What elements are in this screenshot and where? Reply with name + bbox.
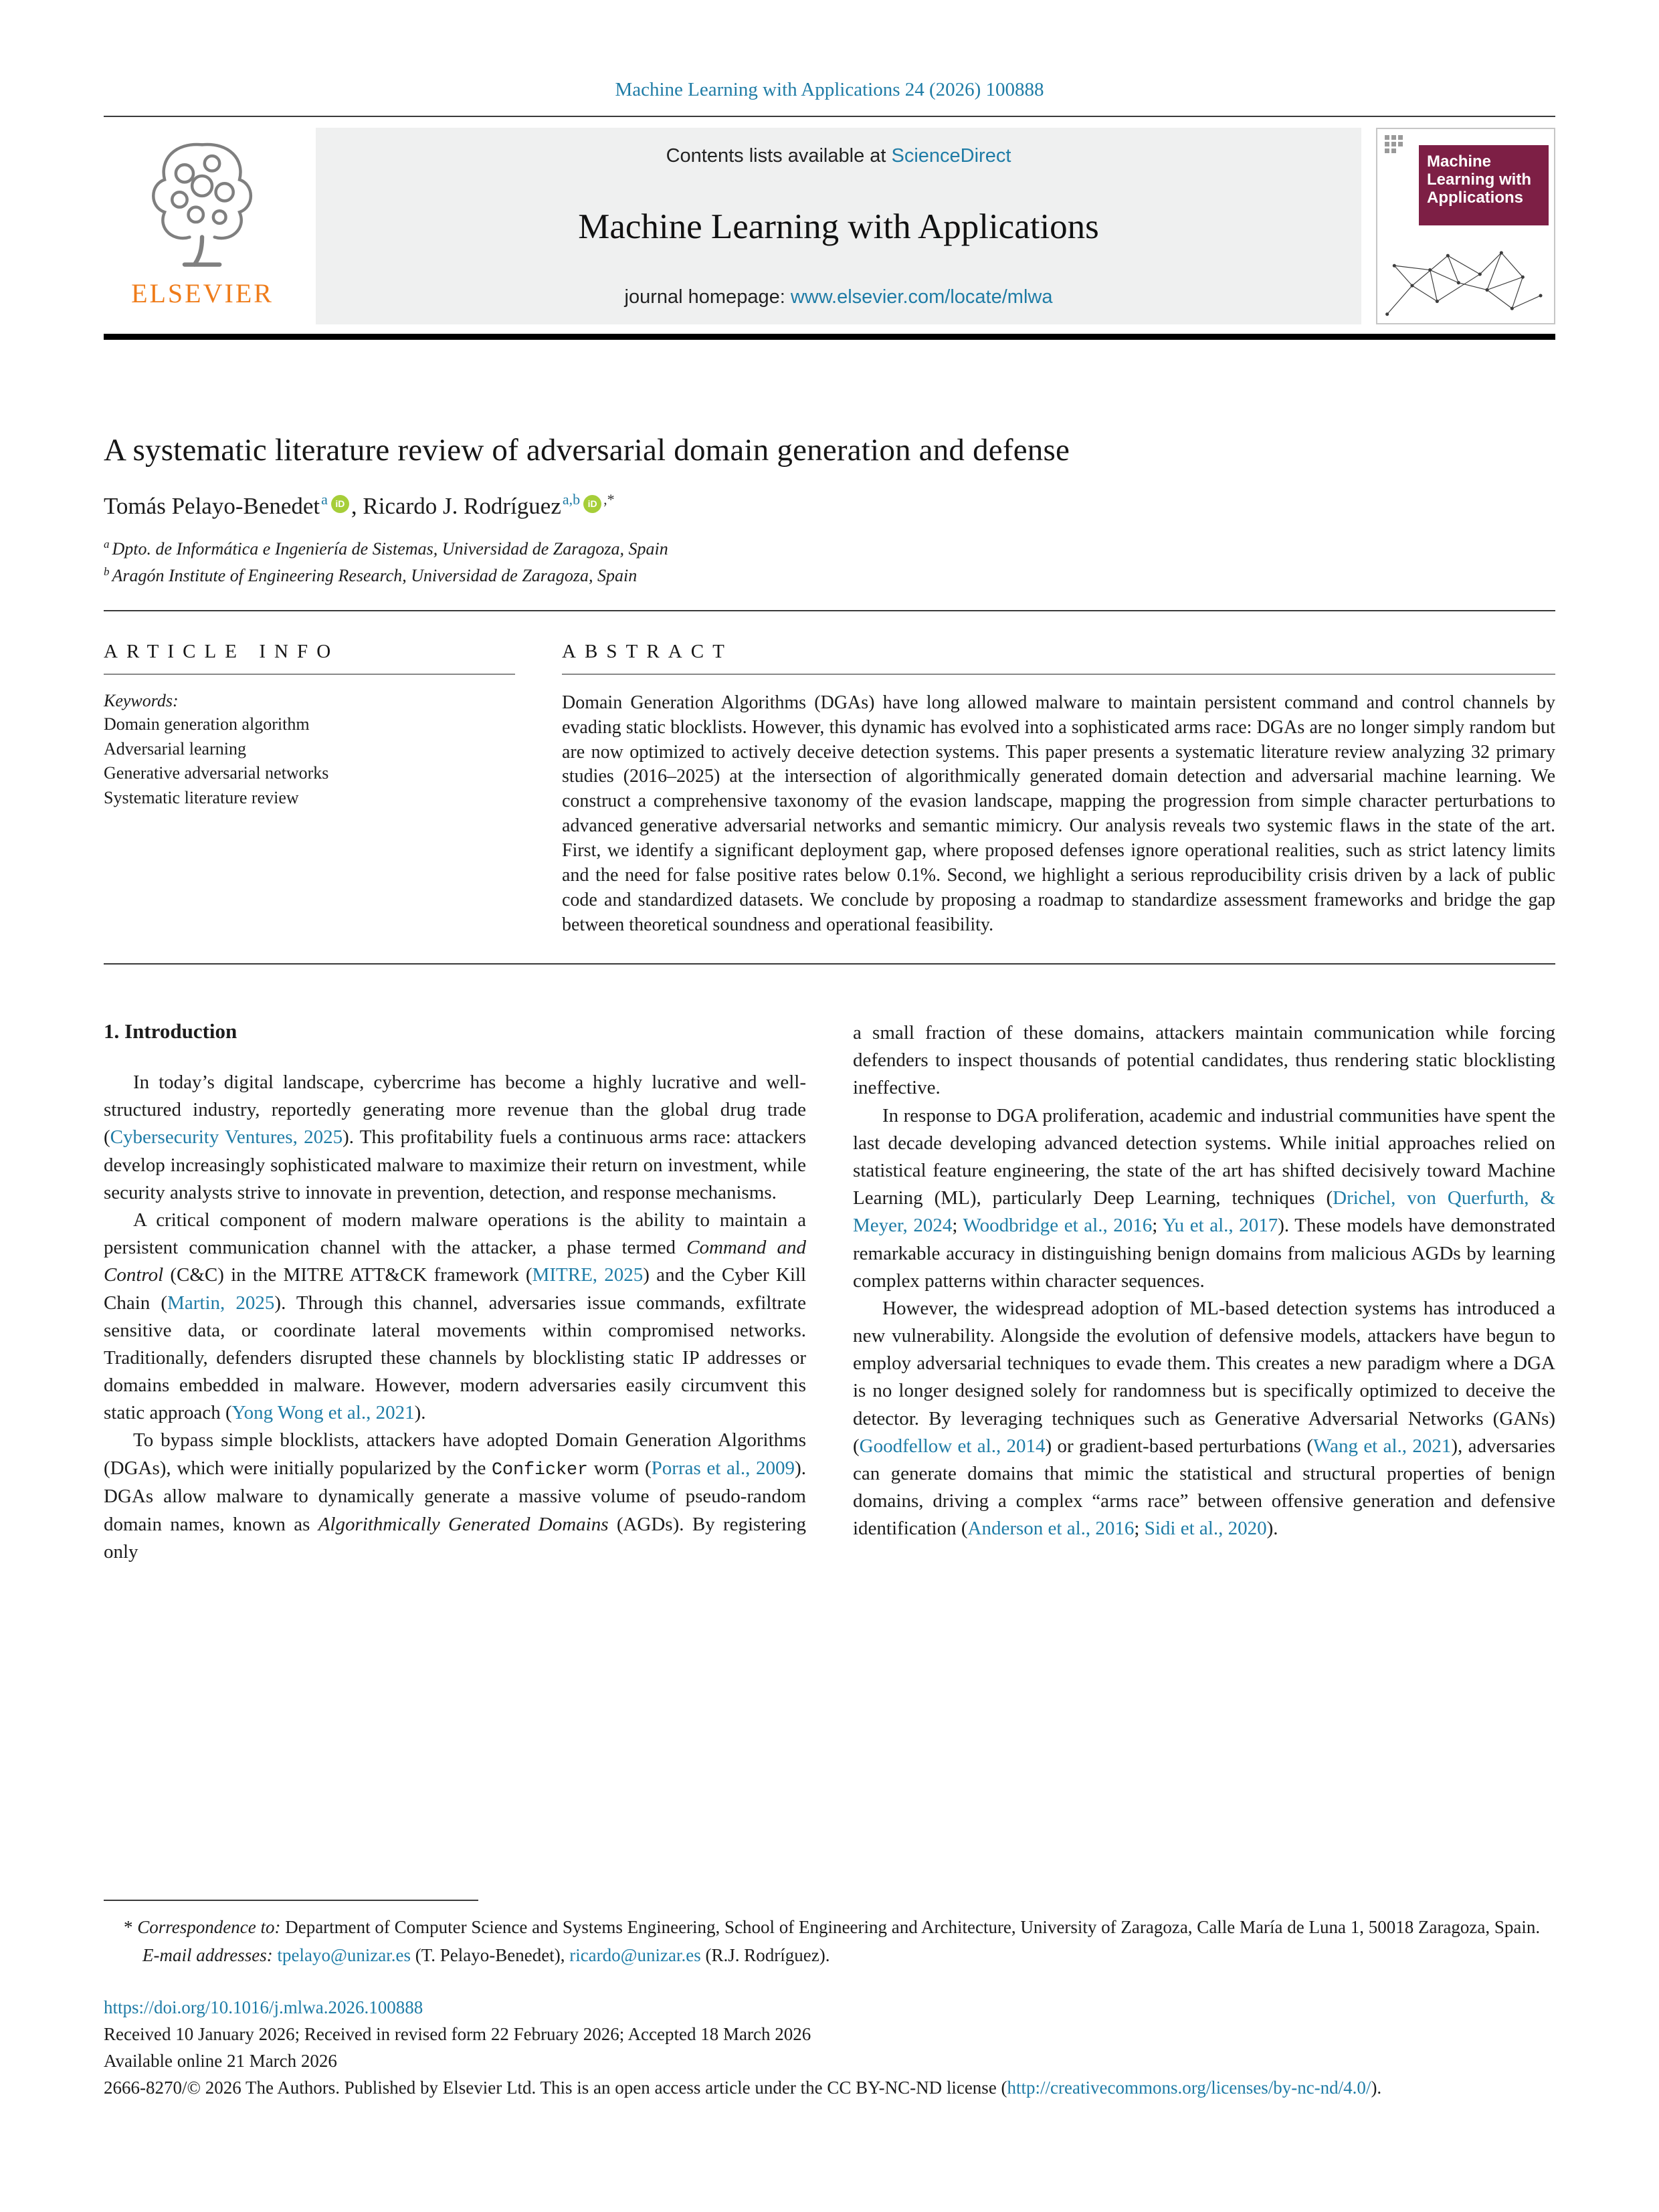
abstract-text: Domain Generation Algorithms (DGAs) have long allowed malware to maintain persistent command and control channels by evading static blocklists. However, this dynamic has evolved into a sophisticated arms race: DGAs are no longer simply random but are now optimized to actively deceive detection systems. This paper presents a systematic literature review analyzing 32 primary studies (2016–2025) at the intersection of algorithmically generated domain detection and adversarial machine learning. We construct a comprehensive taxonomy of the evasion landscape, mapping the progression from simple character perturbations to advanced generative adversarial networks and semantic mimicry. Our analysis reveals two systemic flaws in the state of the art. First, we identify a significant deployment gap, where proposed defenses ignore operational realities, such as strict latency limits and the need for false positive rates below 0.1%. Second, we highlight a serious reproducibility crisis driven by a lack of public code and standardized datasets. We conclude by proposing a roadmap to standardize assessment frameworks and bridge the gap between theoretical soundness and operational feasibility. xyxy=(562,692,1555,936)
journal-banner xyxy=(316,128,1361,324)
paragraph: In response to DGA proliferation, academic and industrial communities have spent the last decade developing advanced detection systems. While initial approaches relied on statistical feature engineering, the state of the art has shifted decisively toward Machine Learning (ML), particularly Deep Learning, techniques (Drichel, von Querfurth, & Meyer, 2024; Woodbridge et al., 2016; Yu et al., 2017). These models have demonstrated remarkable accuracy in distinguishing benign domains from malicious AGDs by learning complex patterns within character sequences. xyxy=(853,1104,1555,1292)
abstract-heading: ABSTRACT xyxy=(562,640,733,662)
inline-link[interactable]: http://creativecommons.org/licenses/by-nc-nd/4.0/ xyxy=(1007,2078,1371,2098)
journal-masthead xyxy=(104,128,1555,324)
inline-link[interactable]: Anderson et al., 2016 xyxy=(967,1518,1135,1540)
author-1-name: Tomás Pelayo-Benedet xyxy=(104,493,320,519)
author-1 xyxy=(104,493,351,519)
italic-text: Correspondence to: xyxy=(137,1917,281,1938)
inline-link[interactable]: Woodbridge et al., 2016 xyxy=(963,1215,1153,1237)
journal-title: Machine Learning with Applications xyxy=(578,207,1099,246)
paragraph: A critical component of modern malware operations is the ability to maintain a persistent communication channel with the attacker, a phase termed Command and Control (C&C) in the MITRE ATT&CK framework (MITRE, 2025) and the Cyber Kill Chain (Martin, 2025). Through this channel, adversaries issue commands, exfiltrate sensitive data, or coordinate lateral movements within compromised networks. Traditionally, defenders disrupted these channels by blocklisting static IP addresses or domains embedded in malware. However, modern adversaries easily circumvent this static approach (Yong Wong et al., 2021). xyxy=(104,1209,807,1424)
elsevier-wordmark: ELSEVIER xyxy=(131,278,274,308)
inline-link[interactable]: ricardo@unizar.es xyxy=(569,1945,701,1966)
body-left-column xyxy=(104,1019,806,1566)
cover-journal-title: Machine Learning with Applications xyxy=(1427,153,1531,207)
inline-link[interactable]: Drichel, von Querfurth, & Meyer, 2024 xyxy=(853,1187,1555,1237)
doi-link[interactable]: https://doi.org/10.1016/j.mlwa.2026.100888 xyxy=(104,1997,423,2018)
paragraph: In today’s digital landscape, cybercrime has become a highly lucrative and well-structured industry, reportedly generating more revenue than the global drug trade (Cybersecurity Ventures, 2025). This profitability fuels a continuous arms race: attackers develop increasingly sophisticated malware to maximize their return on investment, while security analysts strive to innovate in prevention, detection, and response mechanisms. xyxy=(104,1072,806,1203)
author-line xyxy=(104,491,1555,520)
journal-reference: Machine Learning with Applications 24 (2026) 100888 xyxy=(615,79,1044,100)
contents-prefix: Contents lists available at xyxy=(666,145,892,167)
abstract-column xyxy=(562,641,1555,938)
orcid-icon[interactable]: iD xyxy=(583,495,601,513)
inline-link[interactable]: tpelayo@unizar.es xyxy=(277,1945,411,1966)
available-online: Available online 21 March 2026 xyxy=(104,2051,337,2072)
corresponding-author-mark: ,* xyxy=(603,491,615,508)
keywords-label: Keywords: xyxy=(104,690,179,710)
affiliation-a-sup: a xyxy=(104,538,110,551)
inline-link[interactable]: Martin, 2025 xyxy=(167,1292,275,1314)
affiliation-b xyxy=(104,563,1555,589)
abstract-heading-rule xyxy=(562,674,1555,675)
journal-homepage-link[interactable]: www.elsevier.com/locate/mlwa xyxy=(790,286,1053,308)
journal-cover xyxy=(1376,128,1555,324)
article-body xyxy=(104,1019,1555,1566)
article-info-heading: ARTICLE INFO xyxy=(104,640,340,662)
introduction-heading: 1. Introduction xyxy=(104,1019,237,1043)
orcid-icon[interactable]: iD xyxy=(331,495,349,513)
author-2-name: Ricardo J. Rodríguez xyxy=(363,493,561,519)
top-rule xyxy=(104,116,1555,117)
keyword: Domain generation algorithm xyxy=(104,714,310,734)
email-addresses: E-mail addresses: tpelayo@unizar.es (T. Pelayo-Benedet), ricardo@unizar.es (R.J. Rodríguez). xyxy=(142,1945,830,1966)
keyword: Systematic literature review xyxy=(104,788,299,808)
homepage-prefix: journal homepage: xyxy=(624,286,791,308)
license-line: 2666-8270/© 2026 The Authors. Published by Elsevier Ltd. This is an open access article under the CC BY-NC-ND license (http://creativecommons.org/licenses/by-nc-nd/4.0/). xyxy=(104,2078,1382,2098)
inline-link[interactable]: Goodfellow et al., 2014 xyxy=(859,1435,1046,1457)
contents-line xyxy=(666,145,1011,167)
author-2-affiliation-sup: a,b xyxy=(562,491,581,508)
footnote-block xyxy=(104,1900,1555,2102)
cover-title-block xyxy=(1419,145,1549,225)
inline-link[interactable]: Wang et al., 2021 xyxy=(1313,1435,1452,1457)
body-right-column xyxy=(853,1019,1555,1566)
author-separator: , xyxy=(351,493,363,519)
elsevier-logo xyxy=(104,128,301,324)
elsevier-tree-icon xyxy=(137,132,268,276)
inline-link[interactable]: MITRE, 2025 xyxy=(532,1264,644,1286)
cover-network-art xyxy=(1380,228,1551,322)
affiliation-a xyxy=(104,536,1555,563)
italic-text: Algorithmically Generated Domains xyxy=(318,1513,609,1535)
author-1-affiliation-sup: a xyxy=(321,491,328,508)
info-bottom-rule xyxy=(104,963,1555,965)
affiliation-a-text: Dpto. de Informática e Ingeniería de Sistemas, Universidad de Zaragoza, Spain xyxy=(112,539,668,559)
italic-text: E-mail addresses: xyxy=(142,1945,273,1966)
received-dates: Received 10 January 2026; Received in revised form 22 February 2026; Accepted 18 March 2026 xyxy=(104,2024,811,2045)
paragraph: a small fraction of these domains, attackers maintain communication while forcing defenders to inspect thousands of potential candidates, thus rendering static blocklisting ineffective. xyxy=(853,1022,1555,1099)
mono-text: Conficker xyxy=(491,1460,589,1480)
paragraph: To bypass simple blocklists, attackers have adopted Domain Generation Algorithms (DGAs), which were initially popularized by the Conficker worm (Porras et al., 2009). DGAs allow malware to dynamically generate a massive volume of pseudo-random domain names, known as Algorithmically Generated Domains (AGDs). By registering only xyxy=(104,1429,806,1563)
cover-publisher-icon xyxy=(1384,134,1404,155)
homepage-line xyxy=(625,286,1053,308)
paragraph: However, the widespread adoption of ML-based detection systems has introduced a new vulnerability. Alongside the evolution of defensive models, attackers have begun to employ adversarial techniques to evade them. This creates a new paradigm where a DGA is no longer designed solely for randomness but is specifically optimized to deceive the detector. By leveraging techniques such as Generative Adversarial Networks (GANs) (Goodfellow et al., 2014) or gradient-based perturbations (Wang et al., 2021), adversaries can generate domains that mimic the statistical and structural properties of benign domains, driving a complex “arms race” between offensive generation and defensive identification (Anderson et al., 2016; Sidi et al., 2020). xyxy=(853,1297,1556,1540)
correspondence-note: * Correspondence to: Department of Computer Science and Systems Engineering, School of Engineering and Architecture, University of Zaragoza, Calle María de Luna 1, 50018 Zaragoza, Spain. xyxy=(124,1917,1541,1938)
affiliation-b-sup: b xyxy=(104,565,110,578)
info-abstract-section xyxy=(104,611,1555,938)
italic-text: Command and Control xyxy=(104,1237,806,1286)
inline-link[interactable]: Sidi et al., 2020 xyxy=(1144,1518,1267,1540)
keyword: Generative adversarial networks xyxy=(104,763,329,783)
keyword: Adversarial learning xyxy=(104,738,246,759)
article-info-heading-rule xyxy=(104,674,515,675)
inline-link[interactable]: Yong Wong et al., 2021 xyxy=(231,1402,415,1424)
inline-link[interactable]: Porras et al., 2009 xyxy=(651,1457,795,1479)
footnote-rule xyxy=(104,1900,478,1901)
inline-link[interactable]: Cybersecurity Ventures, 2025 xyxy=(110,1126,343,1148)
affiliations xyxy=(104,536,1555,590)
article-title: A systematic literature review of adversarial domain generation and defense xyxy=(104,433,1070,468)
sciencedirect-link[interactable]: ScienceDirect xyxy=(891,145,1011,167)
article-info-column xyxy=(104,641,515,938)
masthead-bottom-rule xyxy=(104,334,1555,340)
affiliation-b-text: Aragón Institute of Engineering Research, Universidad de Zaragoza, Spain xyxy=(112,566,638,586)
inline-link[interactable]: Yu et al., 2017 xyxy=(1162,1215,1278,1237)
author-2 xyxy=(363,493,614,519)
doi-line xyxy=(104,1995,1555,2021)
